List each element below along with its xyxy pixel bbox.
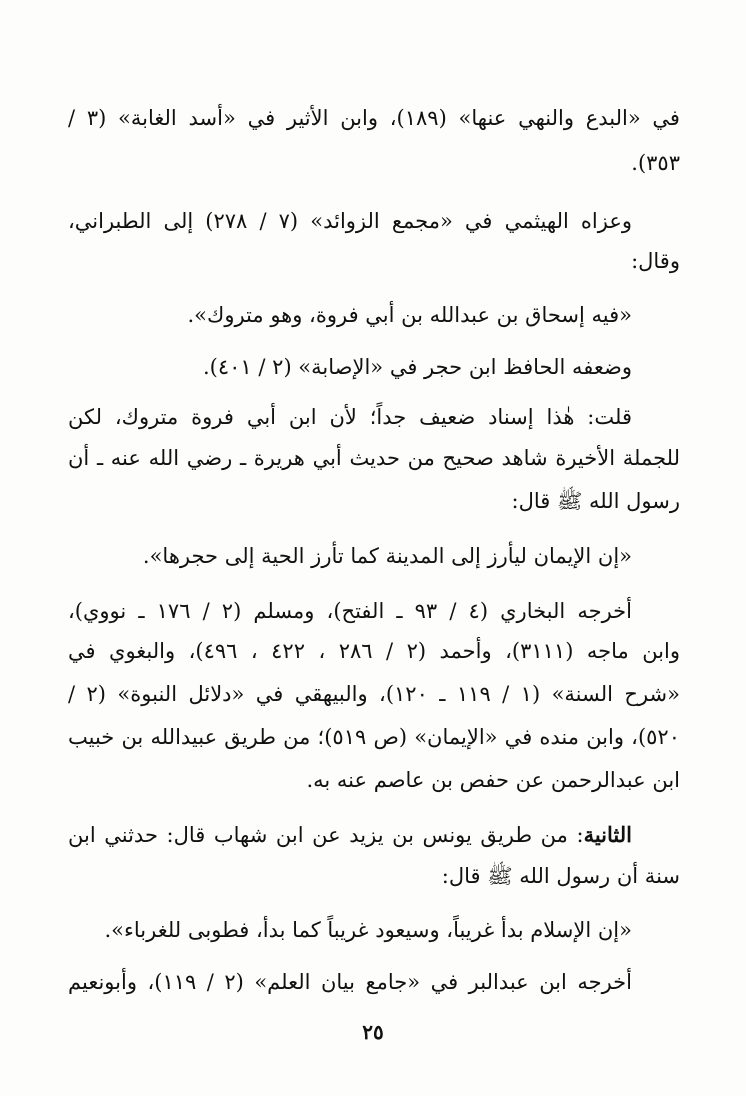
text-line-5: وضعفه الحافظ ابن حجر في «الإصابة» (٢ / ٤٠١). — [203, 355, 632, 379]
text-line-4: وقال: — [631, 249, 680, 273]
hadith-quote-1: «إن الإيمان ليأرز إلى المدينة كما تأرز الحية إلى حجرها». — [142, 544, 632, 568]
section-lead-word: الثانية — [583, 822, 632, 847]
text-line-9: أخرجه البخاري (٤ / ٩٣ ـ الفتح)، ومسلم (٢ / ١٧٦ ـ نووي)، — [68, 599, 632, 623]
text-line-10: وابن ماجه (٣١١١)، وأحمد (٢ / ٢٨٦ ، ٤٢٢ ، ٤٩٦)، والبغوي في — [68, 639, 680, 663]
text-line-14: سنة أن رسول الله ﷺ قال: — [441, 864, 680, 888]
text-line-15: أخرجه ابن عبدالبر في «جامع بيان العلم» (٢ / ١١٩)، وأبونعيم — [68, 970, 632, 994]
text-line-2: ٣٥٣). — [631, 151, 680, 175]
section-lead-rest: : من طريق يونس بن يزيد عن ابن شهاب قال: حدثني ابن — [68, 823, 584, 847]
text-line-6: قلت: هٰذا إسناد ضعيف جداً؛ لأن ابن أبي فروة متروك، لكن — [68, 405, 632, 429]
quote-line-1: «فيه إسحاق بن عبدالله بن أبي فروة، وهو متروك». — [187, 303, 632, 327]
text-line-13: ابن عبدالرحمن عن حفص بن عاصم عنه به. — [306, 768, 680, 792]
page-number: ٢٥ — [362, 1020, 384, 1044]
text-line-3: وعزاه الهيثمي في «مجمع الزوائد» (٧ / ٢٧٨) إلى الطبراني، — [68, 209, 633, 233]
text-line-8: رسول الله ﷺ قال: — [511, 489, 680, 513]
text-line-7: للجملة الأخيرة شاهد صحيح من حديث أبي هريرة ـ رضي الله عنه ـ أن — [68, 446, 680, 470]
text-line-11: «شرح السنة» (١ / ١١٩ ـ ١٢٠)، والبيهقي في «دلائل النبوة» (٢ / — [68, 682, 680, 706]
second-narration-line-1 — [68, 820, 632, 850]
text-line-12: ٥٢٠)، وابن منده في «الإيمان» (ص ٥١٩)؛ من طريق عبيدالله بن خبيب — [68, 725, 680, 749]
text-line-1: في «البدع والنهي عنها» (١٨٩)، وابن الأثير في «أسد الغابة» (٣ / — [68, 106, 680, 130]
hadith-quote-2: «إن الإسلام بدأ غريباً، وسيعود غريباً كما بدأ، فطوبى للغرباء». — [104, 918, 632, 942]
